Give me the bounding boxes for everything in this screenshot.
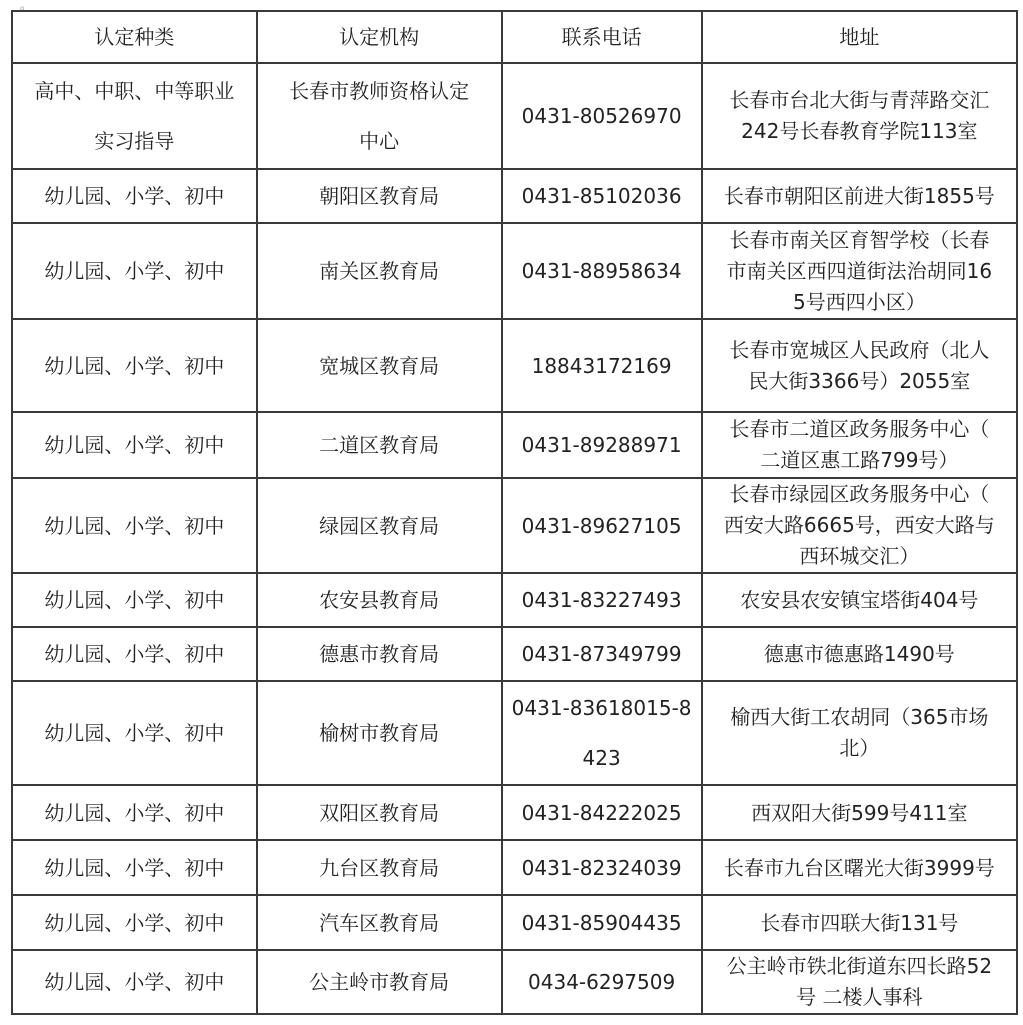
cell-address-line: 长春市二道区政务服务中心（ [729, 417, 990, 441]
cell-type [12, 319, 257, 412]
cell-type-line: 幼儿园、小学、初中 [44, 642, 225, 666]
cell-type [12, 412, 257, 478]
cell-type-line: 幼儿园、小学、初中 [44, 800, 225, 825]
cell-org [257, 950, 502, 1014]
cell-type [12, 169, 257, 223]
table-row [12, 840, 1017, 895]
cell-type-line: 幼儿园、小学、初中 [44, 588, 225, 612]
cell-phone-line: 0431-87349799 [521, 642, 682, 666]
cell-type [12, 627, 257, 681]
cell-type [12, 950, 257, 1014]
cell-type [12, 840, 257, 895]
cell-phone [502, 63, 702, 169]
cell-phone [502, 478, 702, 573]
cell-org-line: 九台区教育局 [319, 855, 440, 880]
cell-org [257, 573, 502, 627]
cell-address [702, 478, 1017, 573]
cell-address-line: 市南关区西四道街法治胡同16 [726, 258, 993, 283]
cell-address-line: 公主岭市铁北街道东四长路52 [726, 954, 993, 978]
cell-org-line: 朝阳区教育局 [319, 184, 440, 208]
cell-address [702, 573, 1017, 627]
table-row [12, 681, 1017, 785]
cell-phone-line: 0431-89288971 [521, 433, 682, 457]
header-org: 认定机构 [257, 11, 502, 63]
cell-org [257, 895, 502, 950]
table-header-row [12, 11, 1017, 63]
cell-phone-line: 0431-89627105 [521, 513, 682, 538]
cell-org [257, 169, 502, 223]
cell-address-line: 长春市九台区曙光大街3999号 [723, 855, 995, 880]
cell-type-line: 幼儿园、小学、初中 [44, 259, 225, 283]
cell-phone [502, 573, 702, 627]
cell-phone-line: 0431-82324039 [521, 855, 682, 880]
cell-org [257, 412, 502, 478]
contact-table [11, 10, 1018, 1015]
cell-org-line: 二道区教育局 [319, 433, 440, 457]
cell-org-line: 农安县教育局 [319, 588, 440, 612]
cell-address [702, 681, 1017, 785]
cell-address-line: 长春市四联大街131号 [760, 910, 959, 935]
cell-address [702, 950, 1017, 1014]
cell-org [257, 223, 502, 319]
cell-address-line: 北） [839, 736, 880, 760]
cell-phone-line: 0434-6297509 [528, 970, 676, 994]
cell-type-line: 幼儿园、小学、初中 [44, 910, 225, 935]
cell-phone [502, 681, 702, 785]
cell-phone [502, 785, 702, 840]
cell-type [12, 895, 257, 950]
cell-address-line: 农安县农安镇宝塔街404号 [740, 588, 979, 612]
cell-org [257, 840, 502, 895]
cell-org-line: 宽城区教育局 [319, 353, 440, 378]
cell-address-line: 西环城交汇） [799, 544, 920, 568]
cell-org [257, 627, 502, 681]
table-row [12, 319, 1017, 412]
cell-org-line: 长春市教师资格认定 [289, 79, 470, 103]
table-row [12, 169, 1017, 223]
cell-type [12, 681, 257, 785]
cell-type-line: 实习指导 [94, 129, 175, 153]
cell-address-line: 长春市南关区育智学校（长春 [729, 227, 990, 252]
table-row [12, 785, 1017, 840]
cell-address-line: 长春市朝阳区前进大街1855号 [723, 184, 995, 208]
cell-address [702, 895, 1017, 950]
cell-phone [502, 627, 702, 681]
cell-type-line: 幼儿园、小学、初中 [44, 353, 225, 378]
cell-phone [502, 895, 702, 950]
cell-address-line: 号 二楼人事科 [796, 985, 923, 1009]
cell-phone [502, 319, 702, 412]
cell-org [257, 319, 502, 412]
cell-type-line: 幼儿园、小学、初中 [44, 721, 225, 745]
cell-address-line: 民大街3366号）2055室 [748, 368, 971, 393]
table-row [12, 478, 1017, 573]
cell-address-line: 西安大路6665号，西安大路与 [723, 513, 995, 537]
cell-address-line: 242号长春教育学院113室 [741, 119, 978, 143]
cell-type-line: 幼儿园、小学、初中 [44, 513, 225, 538]
cell-address [702, 223, 1017, 319]
cell-phone-line: 0431-83227493 [521, 588, 682, 612]
header-phone: 联系电话 [502, 11, 702, 63]
cell-address-line: 榆西大街工农胡同（365市场 [730, 705, 989, 729]
cell-phone [502, 223, 702, 319]
cell-phone-line: 0431-85102036 [521, 184, 682, 208]
cell-phone [502, 412, 702, 478]
cell-address-line: 长春市绿园区政务服务中心（ [729, 482, 990, 506]
cell-phone-line: 0431-80526970 [521, 104, 682, 128]
cell-address [702, 840, 1017, 895]
cell-address [702, 785, 1017, 840]
cell-phone-line: 18843172169 [531, 353, 672, 378]
cell-phone-line: 0431-85904435 [521, 910, 682, 935]
cell-type-line: 幼儿园、小学、初中 [44, 184, 225, 208]
cell-org-line: 双阳区教育局 [319, 800, 440, 825]
cell-phone-line: 0431-84222025 [521, 800, 682, 825]
cell-address [702, 627, 1017, 681]
cell-org [257, 681, 502, 785]
cell-org-line: 德惠市教育局 [319, 642, 440, 666]
cell-address-line: 西双阳大街599号411室 [751, 800, 968, 825]
cell-org-line: 榆树市教育局 [319, 721, 440, 745]
table-row [12, 950, 1017, 1014]
cell-address-line: 长春市台北大街与青萍路交汇 [729, 88, 990, 112]
cell-address-line: 德惠市德惠路1490号 [763, 642, 955, 666]
cell-type [12, 785, 257, 840]
cell-address [702, 319, 1017, 412]
cell-address [702, 169, 1017, 223]
cell-org [257, 785, 502, 840]
cell-org-line: 公主岭市教育局 [309, 970, 450, 994]
table-row [12, 895, 1017, 950]
table-row [12, 573, 1017, 627]
cell-phone-line: 423 [582, 746, 621, 770]
cell-type [12, 63, 257, 169]
cell-address-line: 二道区惠工路799号） [760, 448, 959, 472]
cell-type [12, 478, 257, 573]
cell-org-line: 绿园区教育局 [319, 513, 440, 538]
cell-phone-line: 0431-83618015-8 [511, 696, 692, 720]
cell-type-line: 幼儿园、小学、初中 [44, 433, 225, 457]
cell-org-line: 汽车区教育局 [319, 910, 440, 935]
header-type: 认定种类 [12, 11, 257, 63]
corner-mark: 。 [20, 0, 33, 12]
cell-phone [502, 840, 702, 895]
table-row [12, 627, 1017, 681]
header-address: 地址 [702, 11, 1017, 63]
cell-address [702, 63, 1017, 169]
cell-type-line: 高中、中职、中等职业 [34, 79, 235, 103]
cell-type [12, 223, 257, 319]
cell-type-line: 幼儿园、小学、初中 [44, 855, 225, 880]
cell-phone-line: 0431-88958634 [521, 259, 682, 283]
cell-org-line: 南关区教育局 [319, 259, 440, 283]
cell-address-line: 长春市宽城区人民政府（北人 [729, 337, 990, 362]
cell-type-line: 幼儿园、小学、初中 [44, 970, 225, 994]
table-row [12, 223, 1017, 319]
cell-address [702, 412, 1017, 478]
cell-phone [502, 950, 702, 1014]
table-row [12, 63, 1017, 169]
table-row [12, 412, 1017, 478]
cell-address-line: 5号西四小区） [792, 289, 926, 314]
cell-org [257, 63, 502, 169]
cell-phone [502, 169, 702, 223]
cell-type [12, 573, 257, 627]
cell-org [257, 478, 502, 573]
cell-org-line: 中心 [359, 129, 400, 153]
